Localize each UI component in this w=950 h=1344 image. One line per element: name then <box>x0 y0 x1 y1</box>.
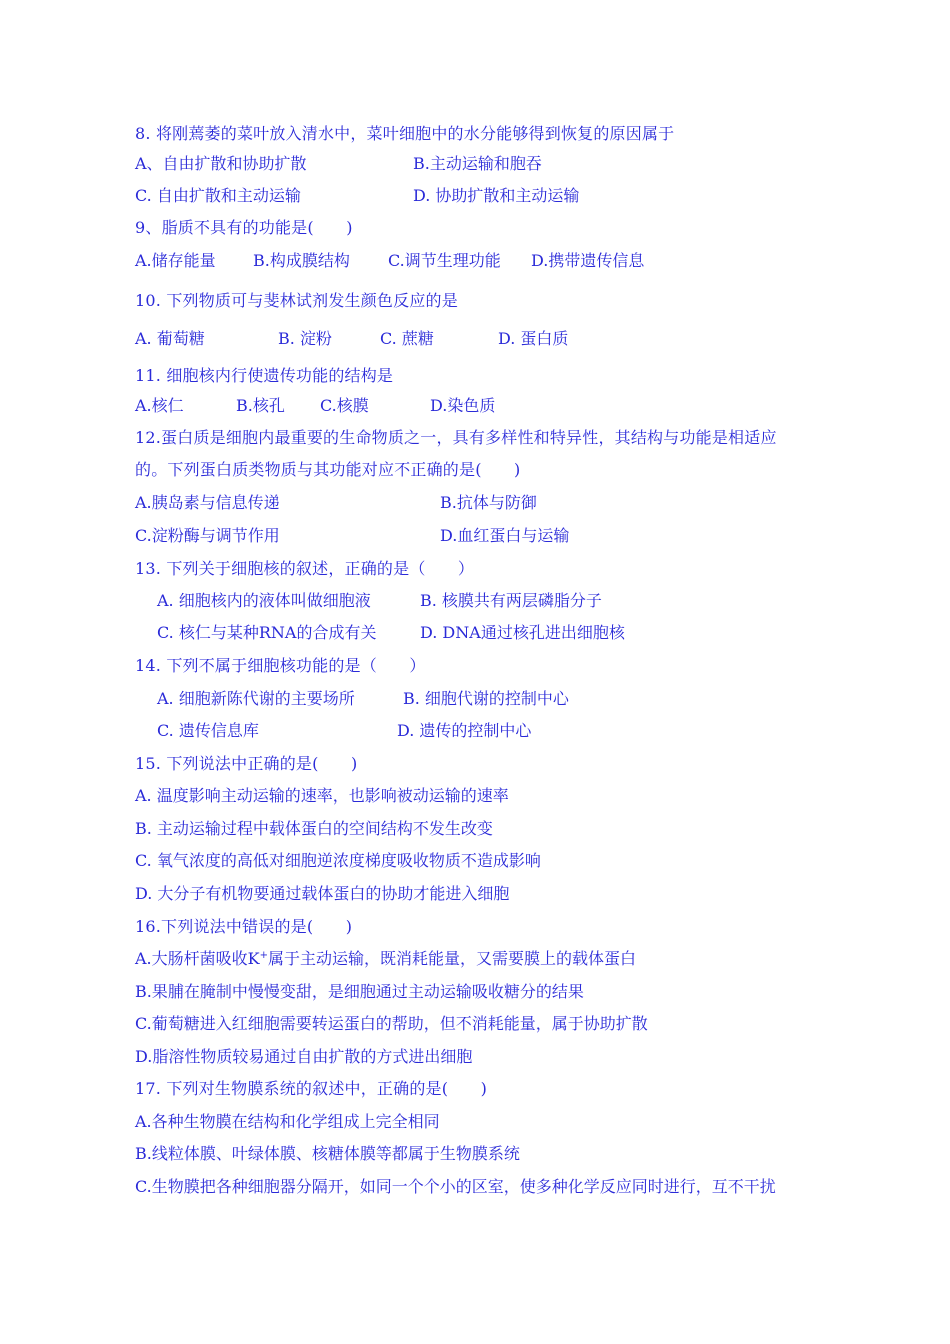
question-11-option-a: A.核仁 <box>135 396 184 415</box>
question-12-option-d: D.血红蛋白与运输 <box>440 526 570 545</box>
question-10-option-c: C. 蔗糖 <box>380 329 434 348</box>
question-16-option-a-post: 属于主动运输，既消耗能量，又需要膜上的载体蛋白 <box>268 949 637 968</box>
potassium-charge-superscript: + <box>259 950 268 961</box>
question-8-option-c: C. 自由扩散和主动运输 <box>135 186 301 205</box>
question-9-option-b: B.构成膜结构 <box>253 251 350 270</box>
question-12-option-a: A.胰岛素与信息传递 <box>135 493 280 512</box>
question-13-stem: 13. 下列关于细胞核的叙述，正确的是（ ） <box>135 559 475 578</box>
question-17-option-b: B.线粒体膜、叶绿体膜、核糖体膜等都属于生物膜系统 <box>135 1144 520 1163</box>
question-8-option-b: B.主动运输和胞吞 <box>413 154 542 173</box>
question-15-option-b: B. 主动运输过程中载体蛋白的空间结构不发生改变 <box>135 819 493 838</box>
question-13-option-d: D. DNA通过核孔进出细胞核 <box>420 623 625 642</box>
question-15-option-c: C. 氧气浓度的高低对细胞逆浓度梯度吸收物质不造成影响 <box>135 851 541 870</box>
question-9-option-a: A.储存能量 <box>135 251 216 270</box>
question-14-option-a: A. 细胞新陈代谢的主要场所 <box>157 689 355 708</box>
question-10-option-a: A. 葡萄糖 <box>135 329 205 348</box>
question-17-option-c: C.生物膜把各种细胞器分隔开，如同一个个小的区室，使多种化学反应同时进行，互不干扰 <box>135 1177 776 1196</box>
question-8-stem: 8. 将刚蔫萎的菜叶放入清水中，菜叶细胞中的水分能够得到恢复的原因属于 <box>135 124 675 143</box>
question-16-option-a <box>135 945 636 973</box>
question-12-option-c: C.淀粉酶与调节作用 <box>135 526 280 545</box>
question-8-option-d: D. 协助扩散和主动运输 <box>413 186 580 205</box>
question-12-option-b: B.抗体与防御 <box>440 493 537 512</box>
question-14-option-d: D. 遗传的控制中心 <box>397 721 532 740</box>
question-11-option-b: B.核孔 <box>236 396 285 415</box>
question-15-option-d: D. 大分子有机物要通过载体蛋白的协助才能进入细胞 <box>135 884 510 903</box>
question-13-option-b: B. 核膜共有两层磷脂分子 <box>420 591 602 610</box>
question-12-stem-line1: 12.蛋白质是细胞内最重要的生命物质之一，具有多样性和特异性，其结构与功能是相适应 <box>135 428 777 447</box>
question-10-option-b: B. 淀粉 <box>278 329 332 348</box>
question-11-option-c: C.核膜 <box>320 396 369 415</box>
question-9-option-c: C.调节生理功能 <box>388 251 501 270</box>
question-13-option-a: A. 细胞核内的液体叫做细胞液 <box>157 591 371 610</box>
question-14-stem: 14. 下列不属于细胞核功能的是（ ） <box>135 656 426 675</box>
question-16-stem: 16.下列说法中错误的是( ) <box>135 917 353 936</box>
question-10-stem: 10. 下列物质可与斐林试剂发生颜色反应的是 <box>135 291 458 310</box>
question-9-stem: 9、脂质不具有的功能是( ) <box>135 218 353 237</box>
question-16-option-a-pre: A.大肠杆菌吸收K <box>135 949 260 968</box>
question-8-option-a: A、自由扩散和协助扩散 <box>135 154 307 173</box>
question-9-option-d: D.携带遗传信息 <box>531 251 645 270</box>
question-10-option-d: D. 蛋白质 <box>498 329 569 348</box>
question-12-stem-line2: 的。下列蛋白质类物质与其功能对应不正确的是( ) <box>135 460 521 479</box>
question-17-option-a: A.各种生物膜在结构和化学组成上完全相同 <box>135 1112 440 1131</box>
question-15-option-a: A. 温度影响主动运输的速率，也影响被动运输的速率 <box>135 786 509 805</box>
question-16-option-d: D.脂溶性物质较易通过自由扩散的方式进出细胞 <box>135 1047 473 1066</box>
question-15-stem: 15. 下列说法中正确的是( ) <box>135 754 358 773</box>
question-14-option-c: C. 遗传信息库 <box>157 721 259 740</box>
question-11-stem: 11. 细胞核内行使遗传功能的结构是 <box>135 366 394 385</box>
question-14-option-b: B. 细胞代谢的控制中心 <box>403 689 569 708</box>
question-17-stem: 17. 下列对生物膜系统的叙述中，正确的是( ) <box>135 1079 488 1098</box>
question-16-option-c: C.葡萄糖进入红细胞需要转运蛋白的帮助，但不消耗能量，属于协助扩散 <box>135 1014 648 1033</box>
question-16-option-b: B.果脯在腌制中慢慢变甜，是细胞通过主动运输吸收糖分的结果 <box>135 982 584 1001</box>
question-11-option-d: D.染色质 <box>430 396 496 415</box>
question-13-option-c: C. 核仁与某种RNA的合成有关 <box>157 623 377 642</box>
